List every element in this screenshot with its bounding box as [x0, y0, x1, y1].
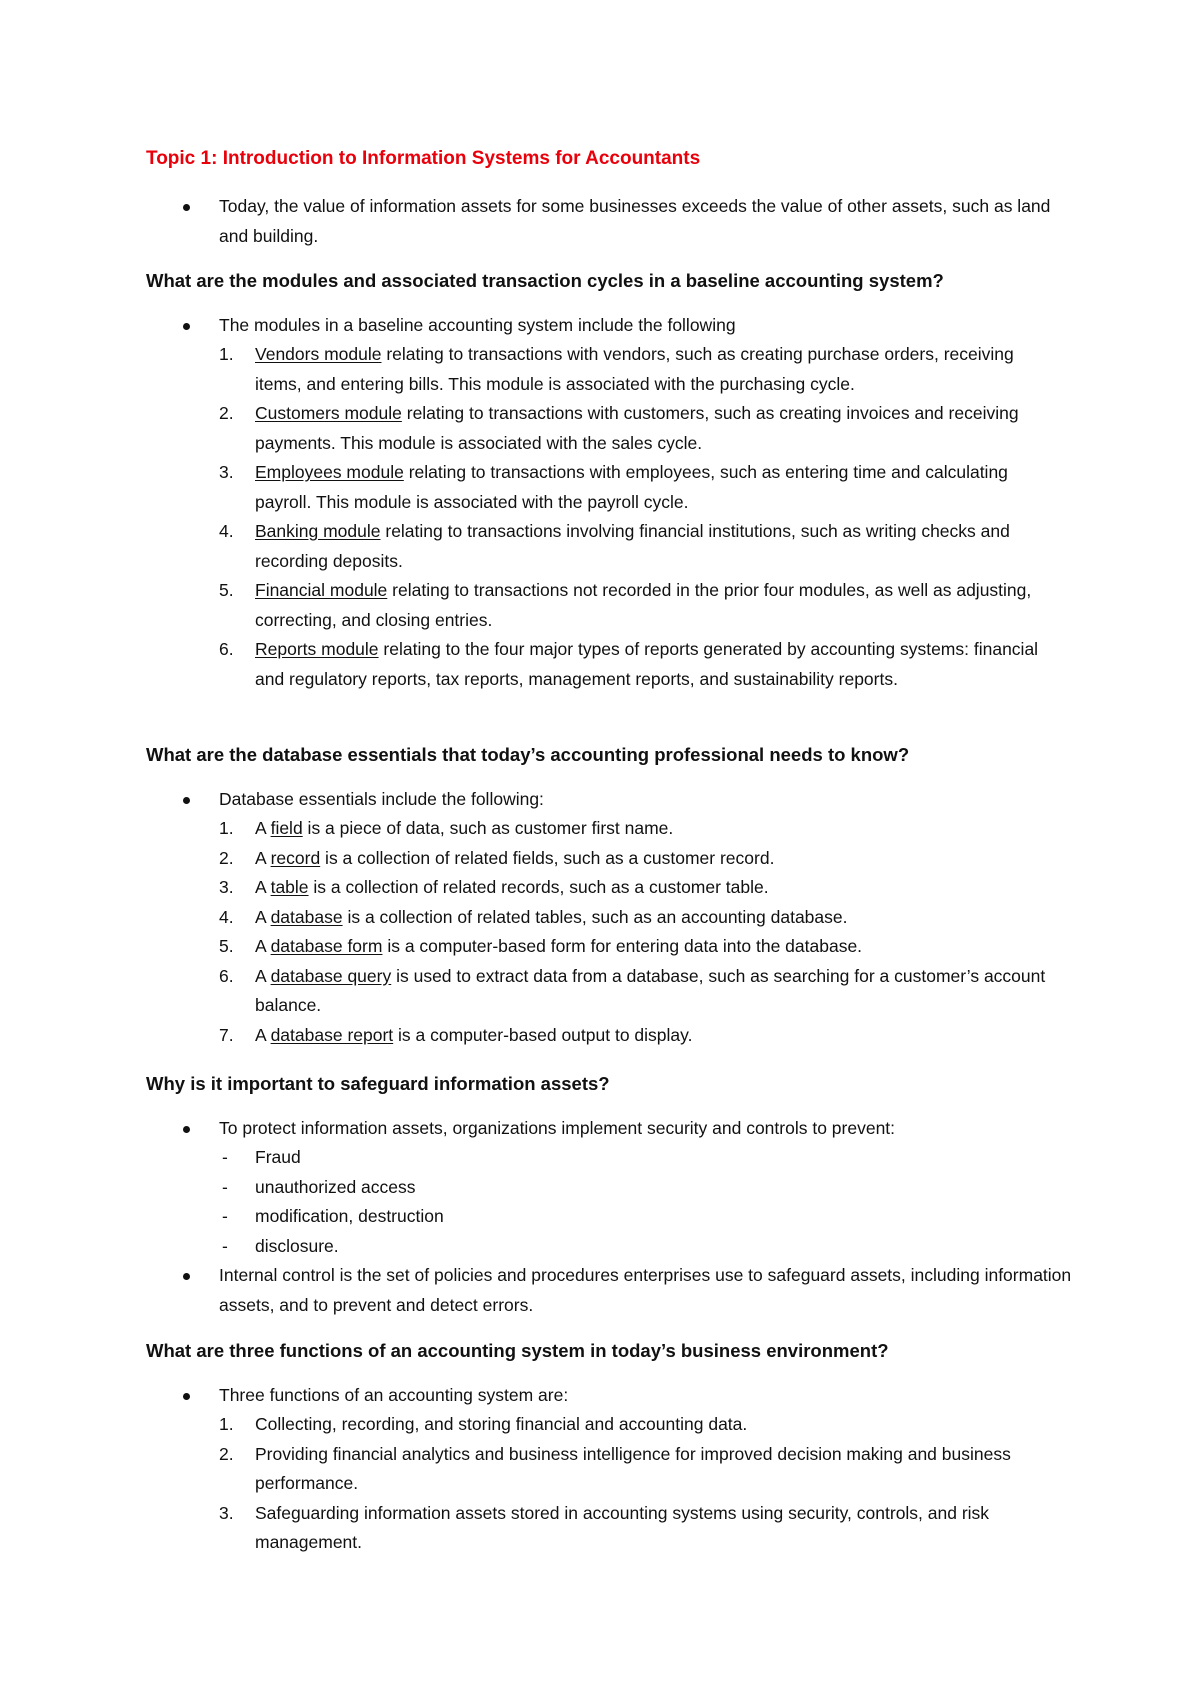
item-text: is used to extract data from a database, such as searching for a customer’s account balance.: [255, 965, 1046, 1015]
list-item: [219, 340, 1049, 399]
list-number: 6.: [219, 965, 234, 986]
item-text: relating to transactions involving financial institutions, such as writing checks and recording deposits.: [255, 521, 1010, 571]
list-item: [219, 517, 1049, 576]
item-text: modification, destruction: [255, 1206, 444, 1226]
section-bullet-database: Database essentials include the following:: [219, 785, 1079, 815]
list-item: [219, 873, 1049, 903]
list-number: 1.: [219, 344, 234, 364]
list-item: [219, 1173, 1049, 1203]
item-text: unauthorized access: [255, 1176, 416, 1197]
item-text: Fraud: [255, 1147, 301, 1167]
item-text: disclosure.: [255, 1235, 339, 1256]
list-item: [219, 844, 1049, 874]
item-text: is a piece of data, such as customer first name.: [302, 818, 674, 838]
item-text: relating to the four major types of reports generated by accounting systems: financial and regulatory reports, tax reports, management reports, and sustainability reports.: [255, 639, 1039, 689]
list-item: [219, 576, 1049, 635]
list-number: 4.: [219, 521, 234, 541]
item-text: is a computer-based form for entering data into the database.: [382, 936, 863, 956]
list-number: 1.: [219, 1414, 234, 1434]
list-item: [219, 399, 1049, 458]
list-number: 6.: [219, 639, 234, 659]
dash-marker: -: [222, 1176, 228, 1197]
item-prefix: A: [255, 906, 271, 927]
item-text: is a collection of related tables, such as an accounting database.: [342, 906, 848, 927]
list-number: 3.: [219, 1502, 234, 1523]
item-prefix: A: [255, 877, 271, 897]
list-number: 3.: [219, 462, 234, 482]
modules-list: [219, 340, 1049, 694]
section-heading-database: What are the database essentials that today’s accounting professional needs to know?: [146, 744, 910, 765]
list-number: 4.: [219, 906, 234, 927]
term: Employees module: [255, 462, 404, 482]
term: field: [270, 818, 303, 838]
term: Vendors module: [255, 344, 382, 364]
database-list: [219, 814, 1049, 1050]
list-item: [219, 1499, 1049, 1558]
list-number: 5.: [219, 580, 234, 600]
section-heading-functions: What are three functions of an accounting system in today’s business environment?: [146, 1340, 889, 1361]
list-item: [219, 1410, 1049, 1440]
list-item: [219, 1021, 1049, 1051]
item-prefix: A: [255, 847, 271, 868]
list-item: [219, 635, 1049, 694]
item-prefix: A: [255, 965, 271, 986]
term: Reports module: [255, 639, 379, 659]
term: Banking module: [255, 521, 381, 541]
intro-bullet: Today, the value of information assets for some businesses exceeds the value of other assets, such as land and building.: [219, 192, 1079, 251]
list-item: [219, 814, 1049, 844]
list-item: [219, 1440, 1049, 1499]
item-prefix: A: [255, 818, 271, 838]
item-text: is a collection of related fields, such as a customer record.: [320, 847, 775, 868]
list-number: 1.: [219, 818, 234, 838]
section-heading-modules: What are the modules and associated transaction cycles in a baseline accounting system?: [146, 270, 944, 291]
term: table: [270, 877, 309, 897]
section-bullet-safeguard: To protect information assets, organizations implement security and controls to prevent:: [219, 1114, 1079, 1144]
dash-marker: -: [222, 1147, 228, 1167]
item-prefix: A: [255, 1024, 271, 1045]
list-number: 3.: [219, 877, 234, 897]
list-item: [219, 932, 1049, 962]
item-text: relating to transactions with customers, such as creating invoices and receiving payments. This module is associated with the sales cycle.: [255, 403, 1019, 453]
term: Financial module: [255, 580, 388, 600]
item-prefix: A: [255, 936, 271, 956]
item-text: relating to transactions with vendors, such as creating purchase orders, receiving items, and entering bills. This module is associated with the purchasing cycle.: [255, 344, 1014, 394]
dash-marker: -: [222, 1235, 228, 1256]
list-number: 2.: [219, 403, 234, 423]
section-heading-safeguard: Why is it important to safeguard information assets?: [146, 1073, 610, 1094]
item-text: Providing financial analytics and business intelligence for improved decision making and business performance.: [255, 1443, 1011, 1493]
term: database: [270, 906, 343, 927]
term: record: [270, 847, 321, 868]
document-title: Topic 1: Introduction to Information Systems for Accountants: [146, 148, 701, 169]
term: database form: [270, 936, 383, 956]
term: Customers module: [255, 403, 402, 423]
list-number: 2.: [219, 1443, 234, 1464]
section-bullet-functions: Three functions of an accounting system are:: [219, 1381, 1079, 1411]
list-item: [219, 962, 1049, 1021]
threats-list: [219, 1143, 1049, 1261]
list-number: 2.: [219, 847, 234, 868]
dash-marker: -: [222, 1206, 228, 1226]
functions-list: [219, 1410, 1049, 1558]
item-text: is a computer-based output to display.: [393, 1024, 693, 1045]
list-number: 5.: [219, 936, 234, 956]
internal-control-bullet: Internal control is the set of policies and procedures enterprises use to safeguard assets, including information assets, and to prevent and detect errors.: [219, 1261, 1079, 1320]
list-item: [219, 458, 1049, 517]
list-item: [219, 1202, 1049, 1232]
item-text: Collecting, recording, and storing financial and accounting data.: [255, 1414, 748, 1434]
term: database query: [270, 965, 392, 986]
list-item: [219, 903, 1049, 933]
list-item: [219, 1232, 1049, 1262]
item-text: relating to transactions not recorded in the prior four modules, as well as adjusting, correcting, and closing entries.: [255, 580, 1032, 630]
section-bullet-modules: The modules in a baseline accounting system include the following: [219, 311, 1079, 341]
item-text: Safeguarding information assets stored in accounting systems using security, controls, and risk management.: [255, 1502, 990, 1552]
list-number: 7.: [219, 1024, 234, 1045]
term: database report: [270, 1024, 394, 1045]
item-text: relating to transactions with employees, such as entering time and calculating payroll. This module is associated with the payroll cycle.: [255, 462, 1008, 512]
list-item: [219, 1143, 1049, 1173]
item-text: is a collection of related records, such as a customer table.: [308, 877, 769, 897]
